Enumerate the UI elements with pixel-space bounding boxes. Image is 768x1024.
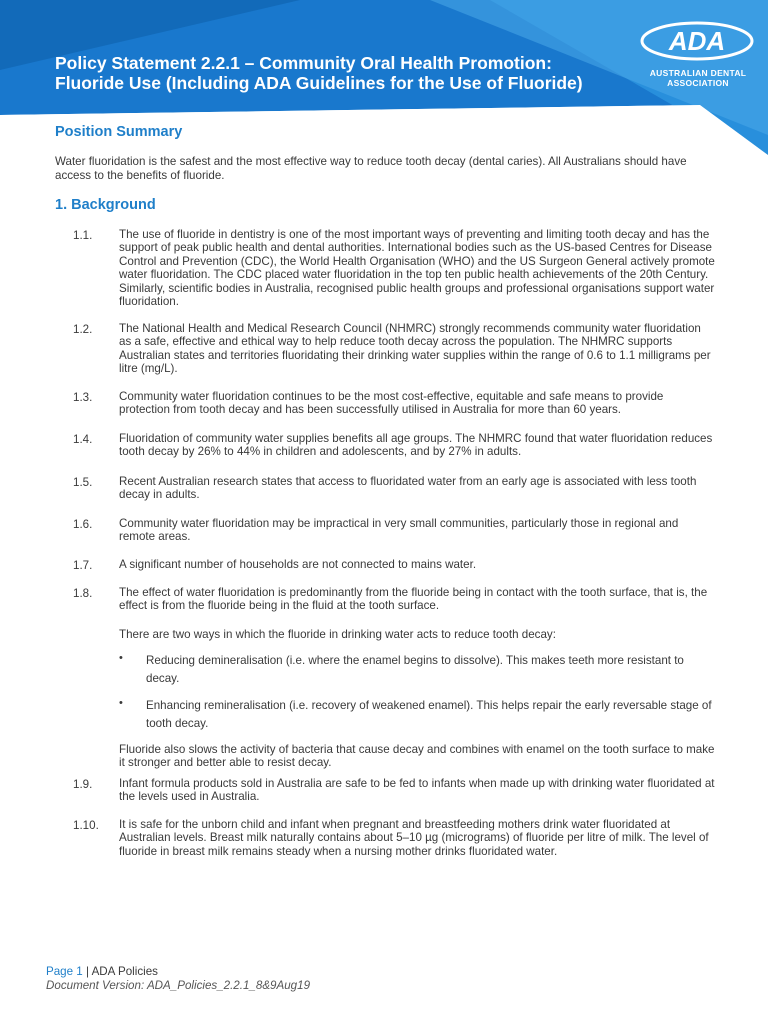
item-number: 1.8. — [73, 587, 93, 600]
item-text: Recent Australian research states that access to fluoridated water from an early age is associated with less tooth decay in adults. — [119, 475, 697, 502]
item-text: Infant formula products sold in Australia are safe to be fed to infants when made up with drinking water fluoridated at the levels used in Australia. — [119, 777, 715, 804]
item-number: 1.3. — [73, 391, 93, 404]
logo-tagline-line-1: AUSTRALIAN DENTAL — [649, 68, 747, 78]
document-title-line-1: Policy Statement 2.2.1 – Community Oral Health Promotion: — [55, 53, 552, 73]
item-number: 1.5. — [73, 476, 93, 489]
item-number: 1.7. — [73, 559, 93, 572]
item-text: Community water fluoridation may be impractical in very small communities, particularly those in regional and remote areas. — [119, 517, 679, 544]
background-heading: 1. Background — [55, 197, 156, 213]
after-bullets-text: Fluoride also slows the activity of bacteria that cause decay and combines with enamel on the tooth surface to make it stronger and better able to resist decay. — [119, 743, 715, 770]
bullet-text: Reducing demineralisation (i.e. where the enamel begins to dissolve). This makes teeth more resistant to decay. — [146, 654, 684, 685]
page-footer — [46, 965, 310, 993]
item-number: 1.10. — [73, 819, 99, 832]
item-text: The National Health and Medical Research Council (NHMRC) strongly recommends community water fluoridation as a safe, effective and ethical way to help reduce tooth decay across the population. The NHMRC supports Australian states and territories fluoridating their drinking water supplies within the range of 0.6 to 1.1 milligrams per litre (mg/L). — [119, 322, 711, 376]
item-number: 1.1. — [73, 229, 93, 242]
ways-intro-text: There are two ways in which the fluoride in drinking water acts to reduce tooth decay: — [119, 628, 556, 641]
item-number: 1.6. — [73, 518, 93, 531]
item-number: 1.4. — [73, 433, 93, 446]
item-text: The use of fluoride in dentistry is one of the most important ways of preventing and limiting tooth decay and has the support of peak public health and dental authorities. International bodies such as the US-based Centres for Disease Control and Prevention (CDC), the World Health Organisation (WHO) and the US Surgeon General actively promote water fluoridation. The CDC placed water fluoridation in the top ten public health achievements of the 20th Century. Similarly, scientific bodies in Australia, recognised public health groups and professional organisations support water fluoridation. — [119, 228, 715, 309]
position-summary-text: Water fluoridation is the safest and the most effective way to reduce tooth decay (dental caries). All Australians should have access to the benefits of fluoride. — [55, 155, 687, 182]
logo-text: ADA — [668, 26, 726, 56]
footer-section: | ADA Policies — [82, 965, 158, 978]
item-text: It is safe for the unborn child and infant when pregnant and breastfeeding mothers drink water fluoridated at Australian levels. Breast milk naturally contains about 5–10 µg (micrograms) of fluoride per litre of milk. The level of fluoride in breast milk remains steady when a nursing mother drinks fluoridated water. — [119, 818, 709, 858]
bullet-text: Enhancing remineralisation (i.e. recovery of weakened enamel). This helps repair the early reversable stage of tooth decay. — [146, 699, 712, 730]
item-number: 1.9. — [73, 778, 93, 791]
item-text: Community water fluoridation continues to be the most cost-effective, equitable and safe means to provide protection from tooth decay and has been successfully utilised in Australia for more than 60 years. — [119, 390, 664, 417]
document-title — [55, 53, 615, 93]
document-version: Document Version: ADA_Policies_2.2.1_8&9Aug19 — [46, 979, 311, 992]
logo-tagline-line-2: ASSOCIATION — [667, 78, 729, 88]
item-text: A significant number of households are not connected to mains water. — [119, 558, 477, 571]
document-title-line-2: Fluoride Use (Including ADA Guidelines for the Use of Fluoride) — [55, 73, 583, 93]
page-number: Page 1 — [46, 965, 83, 978]
bullet-icon: • — [119, 652, 123, 664]
item-number: 1.2. — [73, 323, 93, 336]
item-text: Fluoridation of community water supplies benefits all age groups. The NHMRC found that water fluoridation reduces tooth decay by 26% to 44% in children and adolescents, and by 27% in adults. — [119, 432, 713, 459]
logo-tagline — [628, 68, 768, 88]
position-summary-heading: Position Summary — [55, 124, 183, 140]
item-text: The effect of water fluoridation is predominantly from the fluoride being in contact with the tooth surface, that is, the effect is from the fluoride being in the fluid at the tooth surface. — [119, 586, 708, 613]
bullet-icon: • — [119, 697, 123, 709]
